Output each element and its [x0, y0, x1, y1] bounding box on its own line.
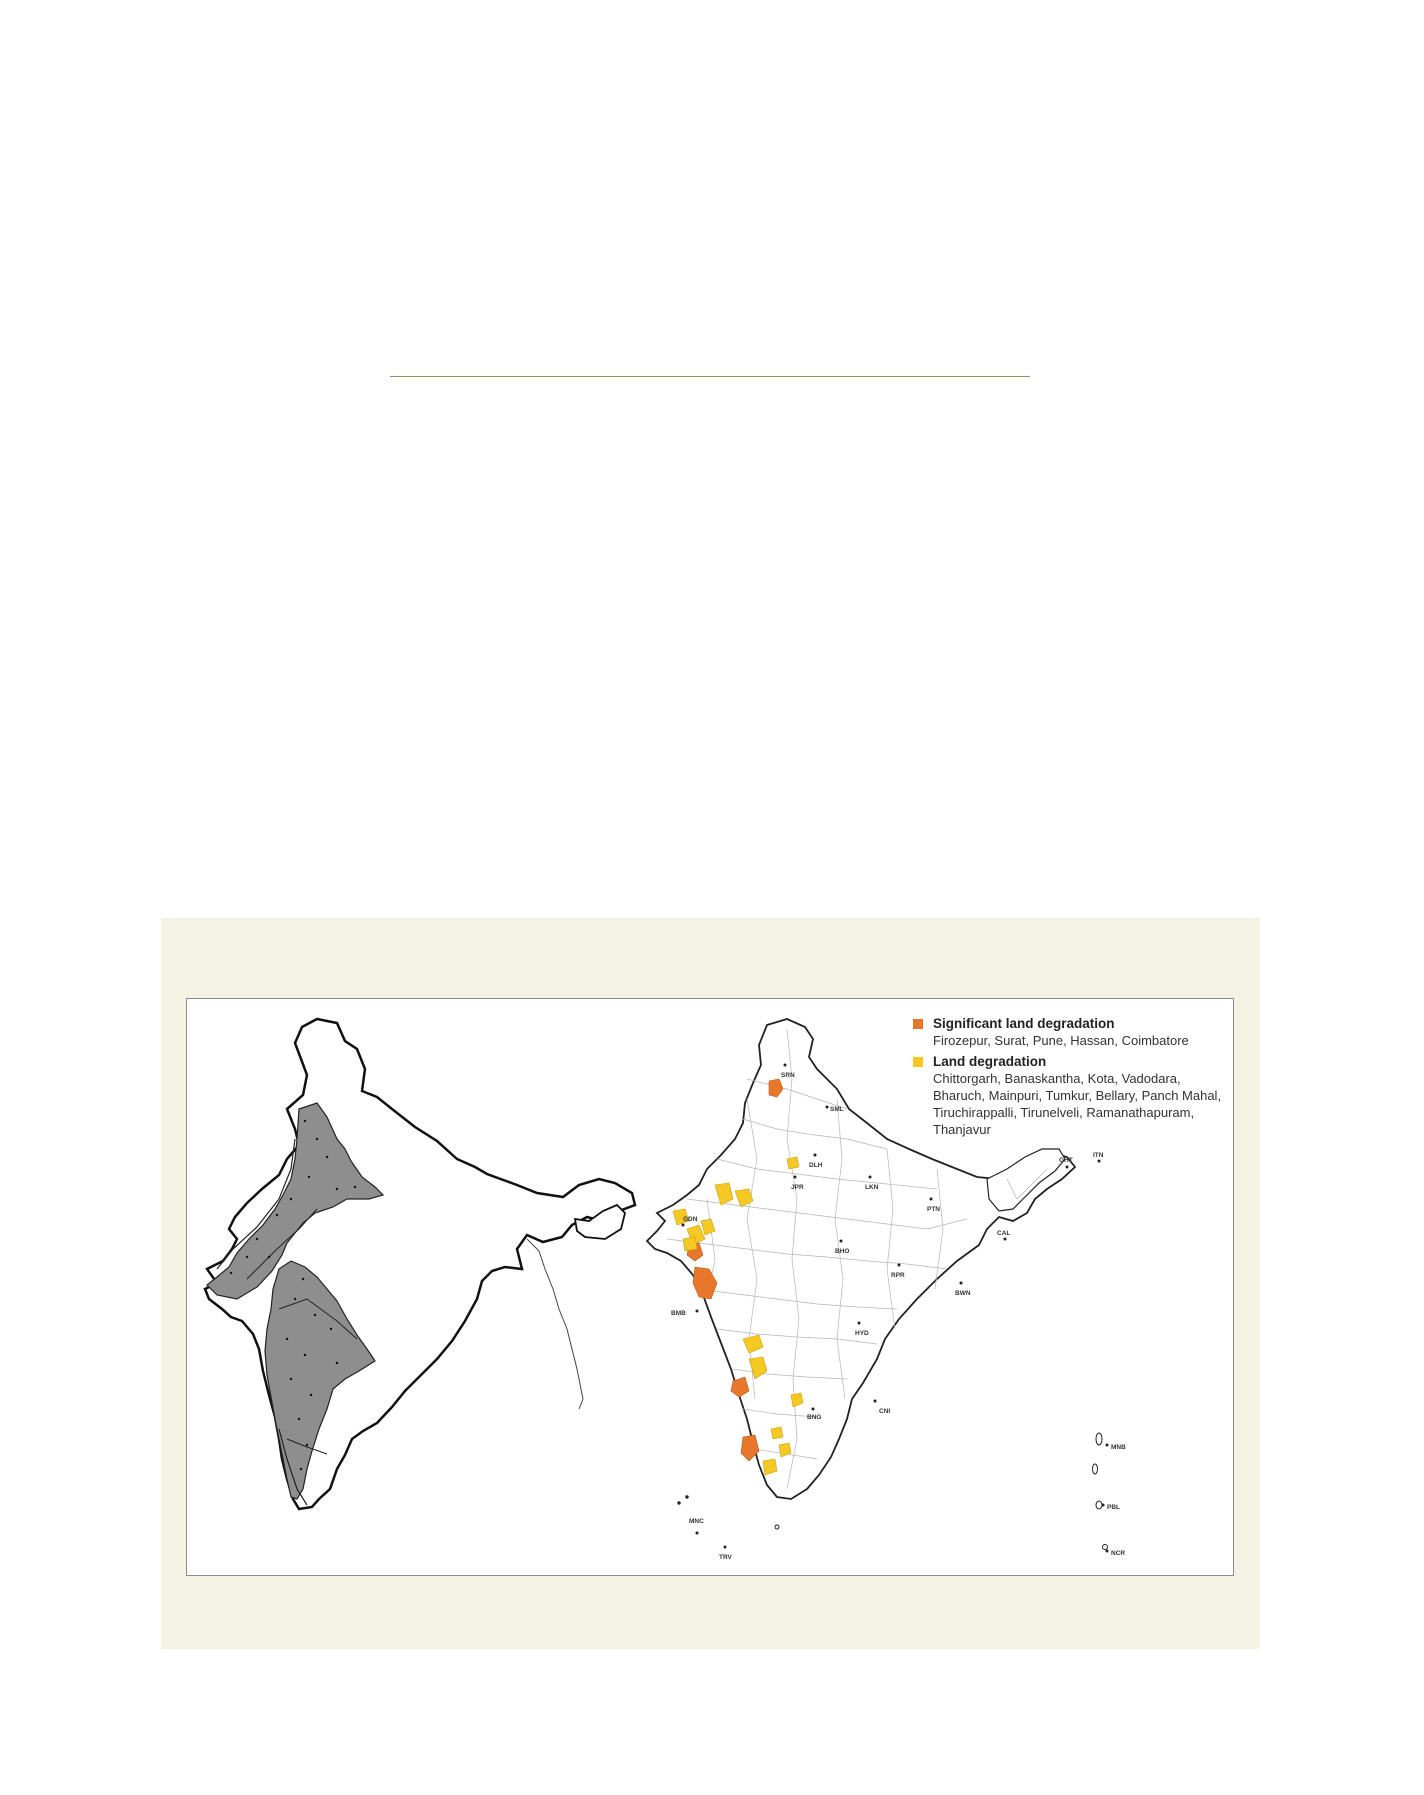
divider-rule — [390, 376, 1030, 377]
island-6 — [686, 1496, 688, 1498]
region-thanjavur — [771, 1427, 783, 1439]
city-label-hyd: HYD — [855, 1330, 869, 1337]
city-label-dlh: DLH — [809, 1162, 823, 1169]
island-5 — [775, 1525, 779, 1529]
swatch-significant — [913, 1019, 923, 1029]
island-4 — [1103, 1545, 1108, 1550]
city-label-cal: CAL — [997, 1230, 1011, 1237]
figure-panel — [161, 918, 1260, 1649]
city-label-gdn: GDN — [683, 1216, 698, 1223]
legend-significant-title: Significant land degradation — [933, 1016, 1115, 1031]
island-1 — [1096, 1433, 1102, 1445]
legend-degradation — [913, 1053, 1223, 1070]
legend-degradation-districts: Chittorgarh, Banaskantha, Kota, Vadodara, Bharuch, Mainpuri, Tumkur, Bellary, Panch Mahal, Tiruchirappalli, Tirunelveli, Ramanathapuram, Thanjavur — [933, 1071, 1222, 1137]
region-mainpuri — [787, 1157, 799, 1169]
city-label-mnc: MNC — [689, 1518, 704, 1525]
legend-significant-districts: Firozepur, Surat, Pune, Hassan, Coimbatore — [933, 1033, 1189, 1048]
legend — [913, 1015, 1223, 1142]
city-label-ptn: PTN — [927, 1206, 940, 1213]
city-label-trv: TRV — [719, 1554, 732, 1561]
swatch-degradation — [913, 1057, 923, 1067]
city-label-bmb: BMB — [671, 1310, 686, 1317]
city-label-srn: SRN — [781, 1072, 795, 1079]
left-northeast-tail — [527, 1239, 583, 1409]
island-3 — [1096, 1501, 1102, 1509]
left-map — [205, 1019, 635, 1509]
city-label-mnb: MNB — [1111, 1444, 1126, 1451]
city-label-jpr: JPR — [791, 1184, 804, 1191]
island-2 — [1093, 1464, 1098, 1474]
city-label-cni: CNI — [879, 1408, 891, 1415]
city-label-lkn: LKN — [865, 1184, 879, 1191]
city-label-itn: ITN — [1093, 1152, 1104, 1159]
figure-frame — [186, 998, 1234, 1576]
city-label-sml: SML — [830, 1106, 844, 1113]
legend-degradation-title: Land degradation — [933, 1054, 1047, 1069]
city-label-bho: BHO — [835, 1248, 850, 1255]
city-label-ncr: NCR — [1111, 1550, 1126, 1557]
island-7 — [678, 1502, 680, 1504]
city-label-pbl: PBL — [1107, 1504, 1120, 1511]
city-label-rpr: RPR — [891, 1272, 905, 1279]
city-label-bng: BNG — [807, 1414, 822, 1421]
city-label-bwn: BWN — [955, 1290, 971, 1297]
city-label-ght: GHT — [1059, 1157, 1073, 1164]
region-bharuch — [683, 1237, 697, 1251]
legend-significant — [913, 1015, 1223, 1032]
